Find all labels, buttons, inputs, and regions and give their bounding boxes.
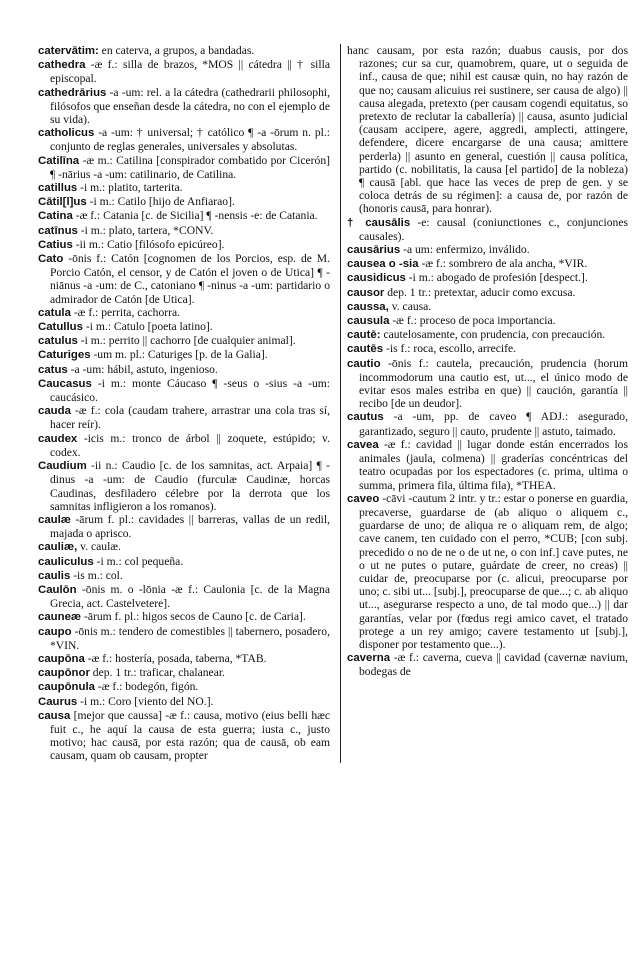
entry-headword: catula — [38, 306, 71, 319]
entry-definition: -a -um: † universal; † católico ¶ -a -ōrum n. pl.: conjunto de reglas generales, universales y absolutas. — [50, 126, 330, 154]
dictionary-entry — [347, 328, 628, 342]
entry-headword: causa — [38, 709, 71, 722]
dictionary-entry — [38, 694, 330, 709]
entry-headword: cauliculus — [38, 555, 94, 568]
entry-definition: dep. 1 tr.: pretextar, aducir como excusa. — [384, 285, 576, 299]
entry-definition: -e: causal (coniunctiones c., conjunciones causales). — [359, 215, 628, 243]
entry-headword: Catina — [38, 210, 73, 223]
dictionary-entry — [347, 437, 628, 492]
entry-headword: caupo — [38, 625, 72, 638]
entry-definition: dep. 1 tr.: traficar, chalanear. — [89, 666, 225, 680]
dictionary-entry — [38, 624, 330, 652]
entry-definition: -ii n.: Caudio [c. de los samnitas, act. Arpaia] ¶ -dinus -a -um: de Caudio (furculæ Caudinæ, horcas Caudinas, desfiladero célebre por la derrota que los samnitas infligieron a los romanos). — [50, 459, 330, 513]
entry-definition: -i m.: col pequeña. — [93, 554, 184, 568]
entry-headword: caveo — [347, 492, 380, 505]
entry-definition: -is m.: col. — [70, 568, 123, 582]
entry-headword: catulus — [38, 335, 78, 348]
entry-headword: caussa, — [347, 300, 389, 313]
entry-headword: caulæ — [38, 513, 71, 526]
entry-definition: -æ f.: Catania [c. de Sicilia] ¶ -nensis -e: de Catania. — [72, 209, 318, 223]
dictionary-entry — [38, 209, 330, 223]
entry-headword: cautus — [347, 411, 384, 424]
entry-definition: -æ f.: perrita, cachorra. — [70, 305, 181, 319]
dictionary-entry — [38, 305, 330, 320]
dictionary-entry — [38, 610, 330, 624]
dictionary-entry — [38, 126, 330, 154]
entry-definition: -æ f.: bodegón, figón. — [94, 680, 199, 694]
entry-headword: catīnus — [38, 224, 78, 237]
entry-definition: -ii m.: Catio [filósofo epicúreo]. — [72, 237, 225, 251]
dictionary-entry — [347, 342, 628, 356]
dictionary-entry — [38, 540, 330, 554]
entry-headword: Caucasus — [38, 377, 92, 390]
entry-headword: causidicus — [347, 272, 406, 285]
entry-headword: catillus — [38, 182, 78, 195]
dictionary-entry — [38, 320, 330, 334]
entry-headword: Catius — [38, 238, 73, 251]
dictionary-entry — [38, 348, 330, 362]
dictionary-entry — [38, 223, 330, 238]
dictionary-entry — [38, 252, 330, 306]
entry-definition: -æ f.: hostería, posada, taberna, *TAB. — [84, 651, 267, 665]
dictionary-entry — [347, 314, 628, 328]
dictionary-entry — [38, 404, 330, 432]
entry-definition: -i m.: platito, tarterita. — [77, 181, 183, 195]
dictionary-entry — [347, 491, 628, 651]
entry-headword: caupōnula — [38, 681, 95, 694]
entry-definition: -a -um, pp. de caveo ¶ ADJ.: asegurado, garantizado, seguro || cauto, prudente || astuto, taimado. — [359, 410, 628, 438]
entry-headword: † causālis — [347, 216, 411, 229]
entry-definition: cautelosamente, con prudencia, con precaución. — [380, 328, 606, 342]
dictionary-entry — [38, 459, 330, 513]
entry-definition: -is f.: roca, escollo, arrecife. — [383, 342, 517, 356]
dictionary-entry — [38, 568, 330, 583]
dictionary-entry — [38, 181, 330, 195]
dictionary-entry — [38, 431, 330, 459]
entry-definition: -æ f.: proceso de poca importancia. — [389, 314, 556, 328]
dictionary-entry — [347, 285, 628, 300]
entry-headword: Catilīna — [38, 154, 80, 167]
dictionary-entry — [347, 651, 628, 679]
entry-definition: v. causa. — [388, 299, 432, 313]
entry-definition: hanc causam, por esta razón; duabus causis, por dos razones; cur sa cur, quamobrem, quare, ut o seguida de inf., causa de que; nihil est causæ quin, no hay razón de que no; causam alicuius rei sustinere, ser causa de algo) || causa alegada, pretexto (per causam cogendi equitatus, so pretexto de reclutar la caballería) || causa, asunto judicial (causam accipere, agere, aggredi, amplecti, attingere, defendere, dicere encargarse de una causa; amittere perderla) || asunto en general, cuestión || causa política, partido (c. nobilitatis, la causa [el partido] de la nobleza) ¶ causā [abl. que hace las veces de prep de gen. y se coloca detrás de su régimen]: a causa de, por razón de (honoris causā, para honrar). — [347, 44, 628, 216]
entry-headword: Caurus — [38, 695, 78, 708]
entry-definition: -i m.: perrito || cachorro [de cualquier animal]. — [77, 334, 296, 348]
entry-headword: caulis — [38, 569, 71, 582]
entry-headword: cauliæ, — [38, 541, 78, 554]
entry-headword: Caudium — [38, 460, 87, 473]
dictionary-entry — [38, 666, 330, 680]
entry-headword: caverna — [347, 652, 391, 665]
entry-definition: -i m.: abogado de profesión [despect.]. — [405, 271, 588, 285]
dictionary-entry — [38, 153, 330, 181]
entry-definition: -æ f.: caverna, cueva || cavidad (cavernæ navium, bodegas de — [359, 651, 628, 679]
entry-definition: -um m. pl.: Caturiges [p. de la Galia]. — [90, 348, 268, 362]
entry-headword: cavea — [347, 438, 379, 451]
entry-headword: caudex — [38, 432, 78, 445]
dictionary-entry — [38, 512, 330, 541]
entry-headword: cautē: — [347, 329, 381, 342]
entry-headword: caupōna — [38, 652, 85, 665]
dictionary-entry — [38, 582, 330, 611]
dictionary-entry — [38, 334, 330, 348]
dictionary-entry — [38, 376, 330, 405]
dictionary-entry — [38, 58, 330, 86]
entry-headword: Cato — [38, 253, 64, 266]
dictionary-entry — [38, 554, 330, 569]
entry-headword: cathedrārius — [38, 86, 107, 99]
dictionary-entry — [347, 271, 628, 285]
dictionary-entry — [38, 44, 330, 58]
entry-headword: catervātim: — [38, 45, 99, 57]
dictionary-entry — [38, 85, 330, 127]
entry-definition: -a -um: hábil, astuto, ingenioso. — [67, 362, 218, 376]
entry-definition: en caterva, a grupos, a bandadas. — [98, 44, 255, 57]
entry-definition: -æ f.: silla de brazos, *MOS || cátedra || † silla episcopal. — [50, 58, 330, 86]
entry-definition: -æ m.: Catilina [conspirador combatido por Cicerón] ¶ -nārius -a -um: catilinario, de Catilina. — [50, 153, 330, 181]
dictionary-entry — [38, 362, 330, 377]
entry-definition: -ārum f. pl.: cavidades || barreras, vallas de un redil, majada o aprisco. — [50, 512, 330, 541]
entry-definition: -æ f.: cola (caudam trahere, arrastrar una cola tras sí, hacer reír). — [50, 404, 330, 432]
dictionary-entry — [347, 243, 628, 257]
entry-headword: causor — [347, 286, 385, 299]
columns — [38, 44, 628, 763]
right-column — [340, 44, 628, 763]
entry-definition: -icis m.: tronco de árbol || zoquete, estúpido; v. codex. — [50, 431, 330, 459]
entry-headword: Cātil[l]us — [38, 196, 87, 209]
dictionary-entry — [347, 410, 628, 438]
entry-definition: -ōnis f.: Catón [cognomen de los Porcios, esp. de M. Porcio Catón, el censor, y de Catón el joven o de Utica] ¶ -niānus -a -um: de C., catoniano ¶ -ninus -a -um: partidario o admirador de Catón [de Utica]. — [50, 252, 330, 306]
entry-definition: -ārum f. pl.: higos secos de Cauno [c. de Caria]. — [81, 610, 306, 624]
dictionary-entry — [38, 680, 330, 694]
dictionary-entry — [38, 195, 330, 209]
entry-headword: Catullus — [38, 321, 83, 334]
dictionary-entry — [347, 215, 628, 243]
entry-definition: -a um: enfermizo, inválido. — [400, 243, 530, 257]
entry-definition: -cāvi -cautum 2 intr. y tr.: estar o ponerse en guardia, precaverse, guardarse de (ab aliquo o aliquem c., guardarse de uno; de aliqua re o aliquam rem, de algo; cave canem, ten cuidado con el perro, *CUB; [con subj. precedido o no de ne o de ut ne, o con inf.] cave putes, ne o ut ne putes o putare, guárdate de creer, no creas) || cuidar de, preocuparse por (c. alicui, preocuparse por uno; c. sibi ut... [subj.], preocuparse de que...; c. ab aliquo ut..., asegurarse respecto a uno, de tal modo que...) || dar garantías, velar por (fœdus regi amico cavet, el tratado protege a un rey amigo; cavere testamento ut [subj.], disponer por testamento que...). — [359, 491, 628, 651]
entry-definition: -ōnis m. o -lōnia -æ f.: Caulonia [c. de la Magna Grecia, act. Castelvetere]. — [50, 582, 330, 611]
dictionary-entry — [38, 237, 330, 252]
entry-headword: causula — [347, 315, 390, 328]
entry-definition: -a -um: rel. a la cátedra (cathedrarii philosophi, filósofos que enseñan desde la cátedra, no con el ejemplo de su vida). — [50, 85, 330, 127]
dictionary-entry — [347, 44, 628, 216]
entry-definition: -ōnis f.: cautela, precaución, prudencia (horum incommodorum una cautio est, ut..., el único modo de evitar esos males estriba en que) || caución, garantía || recibo [de un deudor]. — [359, 356, 628, 411]
entry-definition: -i m.: Catulo [poeta latino]. — [82, 320, 213, 334]
dictionary-entry — [38, 708, 330, 763]
entry-definition: -i m.: Coro [viento del NO.]. — [77, 694, 214, 708]
left-column — [38, 44, 330, 763]
entry-headword: causārius — [347, 244, 401, 257]
entry-headword: causea o -sia — [347, 258, 419, 271]
dictionary-entry — [38, 651, 330, 666]
entry-headword: cautio — [347, 357, 381, 370]
entry-headword: Caulōn — [38, 583, 77, 596]
dictionary-entry — [347, 257, 628, 271]
entry-definition: -i m.: monte Cáucaso ¶ -seus o -sius -a -um: caucásico. — [50, 376, 330, 405]
entry-definition: -i m.: plato, tartera, *CONV. — [77, 223, 214, 237]
entry-headword: Caturiges — [38, 349, 91, 362]
dictionary-entry — [347, 356, 628, 411]
entry-definition: [mejor que caussa] -æ f.: causa, motivo (eius belli hæc fuit c., he aquí la causa de esta guerra; iusta c., justo motivo; hac causā, por esta razón; qua de causā, ob eam causam, quam ob causam, propter — [50, 708, 330, 763]
entry-definition: v. caulæ. — [77, 540, 121, 554]
dictionary-entry — [347, 299, 628, 314]
entry-headword: cathedra — [38, 59, 86, 72]
entry-headword: catholicus — [38, 127, 95, 140]
entry-definition: -i m.: Catilo [hijo de Anfiarao]. — [86, 195, 235, 209]
entry-definition: -æ f.: sombrero de ala ancha, *VIR. — [418, 257, 588, 271]
entry-definition: -ōnis m.: tendero de comestibles || tabernero, posadero, *VIN. — [50, 624, 330, 652]
entry-headword: cauneæ — [38, 611, 82, 624]
entry-headword: cautēs — [347, 343, 384, 356]
entry-headword: cauda — [38, 405, 71, 418]
entry-headword: caupōnor — [38, 667, 90, 680]
entry-definition: -æ f.: cavidad || lugar donde están encerrados los animales (jaula, colmena) || graderías concéntricas del teatro ocupadas por los espectadores (c. prima, ultima o summa, primera fila, última fila), *THEA. — [359, 437, 628, 492]
entry-headword: catus — [38, 363, 68, 376]
